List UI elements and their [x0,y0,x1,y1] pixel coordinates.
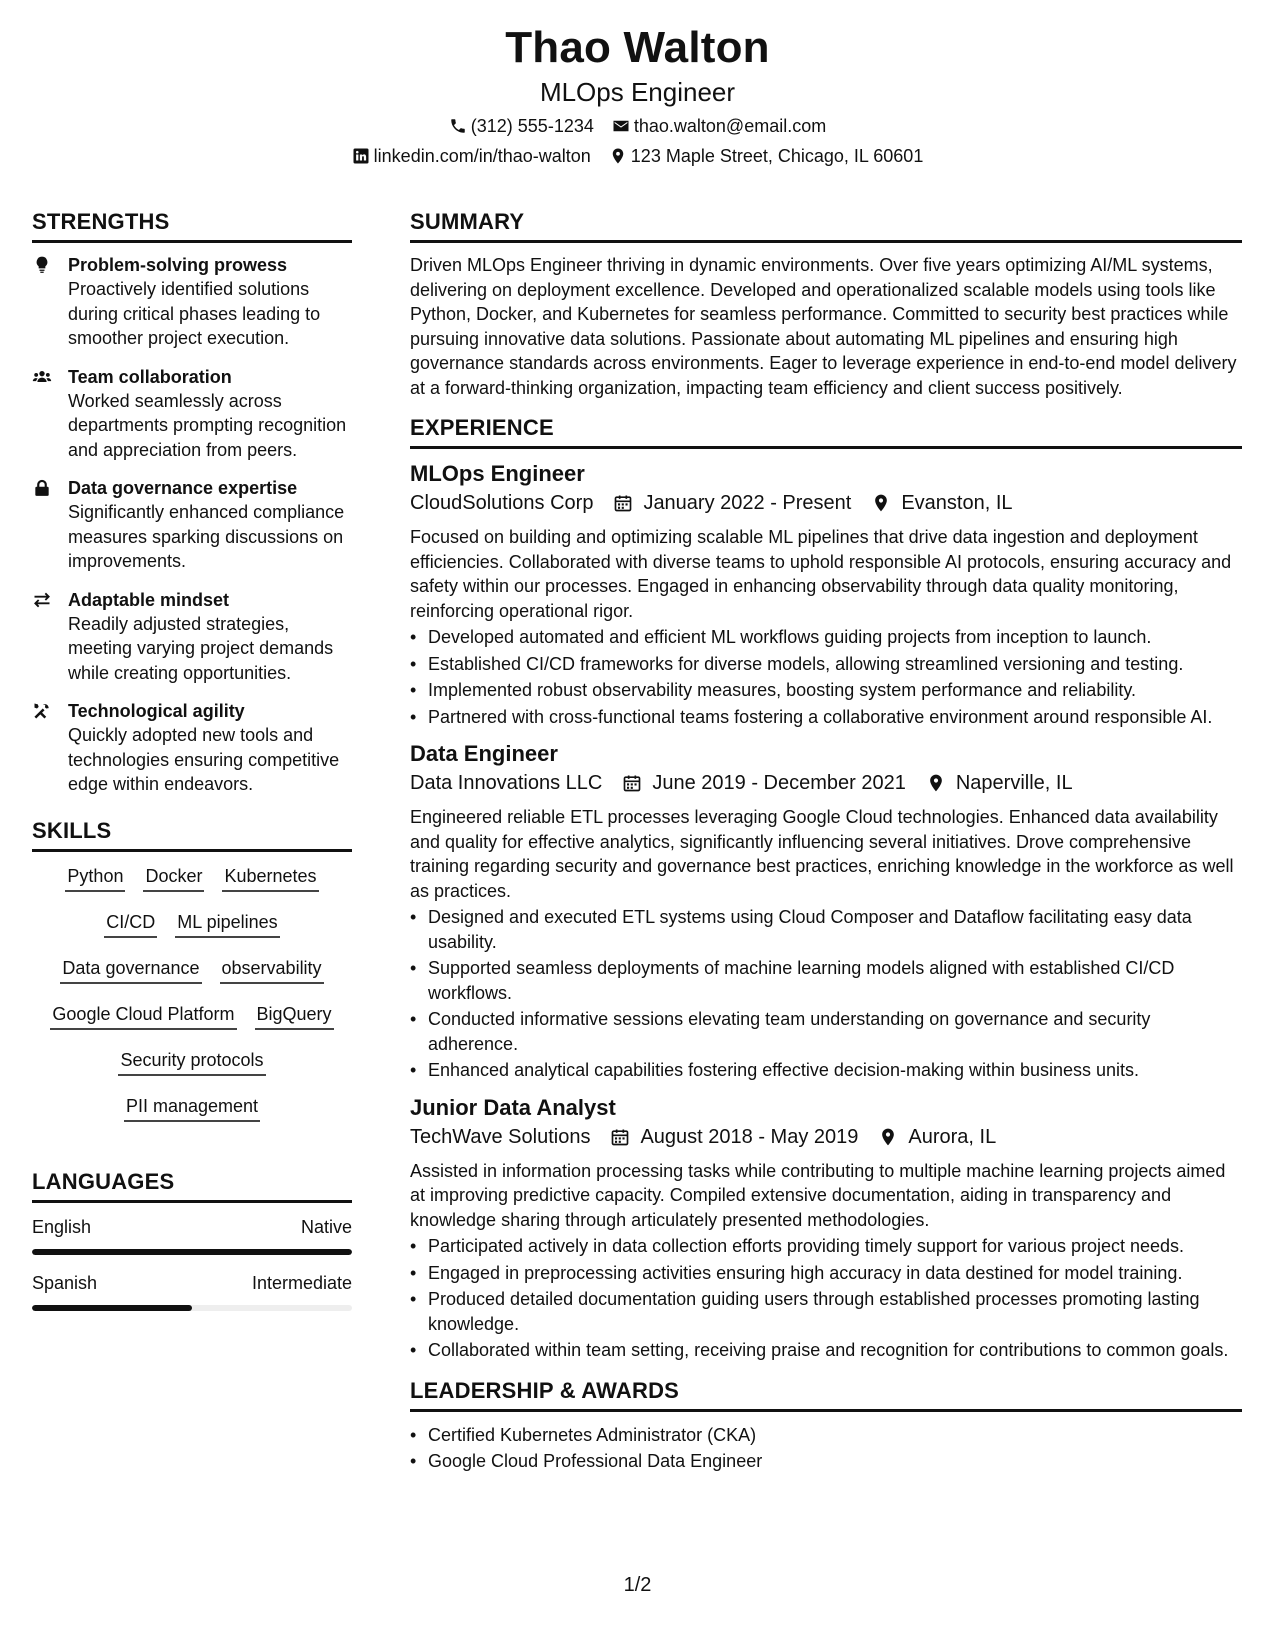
address-text: 123 Maple Street, Chicago, IL 60601 [630,146,924,166]
skill-tag: Data governance [60,956,201,984]
job-description: Assisted in information processing tasks while contributing to multiple machine learning projects aimed at improving predictive capacity. Compiled extensive documentation, aiding in transparency and knowledge sharing through articulately presented methodologies. [410,1160,1226,1230]
phone-icon [449,117,467,135]
linkedin-icon [352,147,370,165]
job-bullet: • Developed automated and efficient ML workflows guiding projects from inception to launch. [410,625,1242,650]
job-entry [410,739,1242,1083]
job-bullet: • Supported seamless deployments of machine learning models aligned with established CI/CD workflows. [410,956,1242,1005]
language-level: Native [300,1216,352,1237]
job-bullet: • Conducted informative sessions elevating team understanding on governance and security adherence. [410,1007,1242,1056]
job-dates: June 2019 - December 2021 [652,772,906,794]
strength-desc: Proactively identified solutions during critical phases leading to smoother project execution. [68,279,321,348]
page-number: 1/2 [623,1574,652,1596]
strength-desc: Readily adjusted strategies, meeting varying project demands while creating opportunities. [68,613,334,683]
skill-tag: Docker [143,864,204,892]
job-bullet: • Engaged in preprocessing activities ensuring high accuracy in data destined for model training. [410,1261,1242,1286]
people-icon [32,367,52,387]
left-column [32,208,352,1327]
awards-title: LEADERSHIP & AWARDS [410,1377,1242,1412]
job-bullets [410,625,1242,729]
strength-title: Adaptable mindset [68,589,230,610]
job-entry [410,459,1242,729]
strength-title: Data governance expertise [68,478,298,498]
skill-tag: CI/CD [104,910,157,938]
strength-desc: Worked seamlessly across departments prompting recognition and appreciation from peers. [68,390,347,460]
summary-text: Driven MLOps Engineer thriving in dynamic environments. Over five years optimizing AI/ML systems, delivering on deployment excellence. Developed and operationalized scalable models using tools like Python, Docker, and Kubernetes for seamless performance. Committed to security best practices while pursuing innovative data solutions. Passionate about automating ML pipelines and ensuring high governance standards across environments. Eager to leverage experience in end-to-end model delivery at a forward-thinking organization, impacting team efficiency and client success positively. [410,255,1237,398]
language-row [32,1215,352,1239]
strength-item [32,476,352,574]
award-item: • Certified Kubernetes Administrator (CKA) [410,1422,1242,1448]
strength-item [32,588,352,686]
resume-header [0,22,1275,168]
linkedin-text[interactable]: linkedin.com/in/thao-walton [373,146,591,166]
language-bar [32,1305,352,1311]
skill-tag: Google Cloud Platform [50,1002,236,1030]
arrows-exchange-icon [32,590,52,610]
job-location: Aurora, IL [908,1125,997,1148]
email-contact[interactable] [612,114,826,138]
lightbulb-icon [32,255,52,275]
job-meta [410,1123,1242,1151]
job-bullet: • Designed and executed ETL systems using Cloud Composer and Dataflow facilitating easy data usability. [410,905,1242,954]
candidate-name: Thao Walton [505,23,770,72]
job-dates: August 2018 - May 2019 [640,1125,859,1148]
language-bar [32,1249,352,1255]
job-dates: January 2022 - Present [643,492,852,514]
summary-title: SUMMARY [410,208,1242,243]
experience-title: EXPERIENCE [410,414,1242,449]
awards-list [410,1422,1242,1474]
right-column [410,208,1242,1474]
tools-icon [32,701,52,721]
languages-list [32,1215,352,1311]
job-company: TechWave Solutions [410,1125,591,1148]
job-meta [410,769,1242,797]
lock-icon [32,478,52,498]
language-name: English [32,1216,92,1237]
phone-contact [449,114,594,138]
language-bar-fill [32,1305,192,1311]
language-row [32,1271,352,1295]
contact-row-1 [0,114,1275,138]
skills-title: SKILLS [32,817,352,852]
strengths-title: STRENGTHS [32,208,352,243]
job-company: CloudSolutions Corp [410,492,594,514]
contact-row-2 [0,144,1275,168]
award-item: • Google Cloud Professional Data Engineer [410,1448,1242,1474]
job-bullet: • Produced detailed documentation guiding users through established processes promoting lasting knowledge. [410,1287,1242,1336]
linkedin-contact[interactable] [352,144,591,168]
job-description: Focused on building and optimizing scalable ML pipelines that drive data ingestion and deployment efficiencies. Collaborated with diverse teams to uphold responsible AI protocols, ensuring accuracy and safety within our processes. Engaged in enhancing observability through data quality monitoring, reinforcing operational rigor. [410,527,1232,621]
skill-tag: Python [65,864,125,892]
job-title: MLOps Engineer [410,461,585,486]
phone-text: (312) 555-1234 [470,116,594,136]
job-bullet: • Participated actively in data collection efforts providing timely support for various project needs. [410,1234,1242,1259]
address-contact [609,144,924,168]
email-text[interactable]: thao.walton@email.com [633,116,827,136]
job-meta [410,489,1242,517]
map-pin-icon [871,493,891,513]
skill-tag: Security protocols [118,1048,265,1076]
map-pin-icon [926,773,946,793]
job-bullet: • Established CI/CD frameworks for diverse models, allowing streamlined versioning and testing. [410,652,1242,677]
strength-item [32,699,352,797]
skill-row [60,956,323,984]
language-name: Spanish [32,1272,98,1293]
job-description: Engineered reliable ETL processes leveraging Google Cloud technologies. Enhanced data availability and quality for effective analytics, significantly influencing several initiatives. Drove comprehensive training regarding security and governance best practices, enriching knowledge in the workforce as well as practices. [410,807,1234,901]
skill-row [65,864,318,892]
language-bar-fill [32,1249,352,1255]
envelope-icon [612,117,630,135]
map-pin-icon [878,1127,898,1147]
job-bullet: • Collaborated within team setting, receiving praise and recognition for contributions to common goals. [410,1338,1242,1363]
skill-tag: observability [220,956,324,984]
job-bullet: • Enhanced analytical capabilities fostering effective decision-making within business units. [410,1058,1242,1083]
skill-row [118,1048,265,1076]
skill-row [50,1002,333,1030]
language-level: Intermediate [251,1272,352,1293]
job-location: Evanston, IL [901,492,1013,514]
skill-tag: Kubernetes [222,864,318,892]
map-pin-icon [609,147,627,165]
calendar-icon [622,773,642,793]
skill-row [104,910,279,938]
skill-row [124,1094,260,1122]
strength-item [32,365,352,463]
calendar-icon [610,1127,630,1147]
job-bullets [410,905,1242,1083]
strength-title: Team collaboration [68,366,232,387]
calendar-icon [613,493,633,513]
strength-desc: Significantly enhanced compliance measures sparking discussions on improvements. [68,502,345,571]
job-bullets [410,1234,1242,1363]
job-bullet: • Implemented robust observability measures, boosting system performance and reliability. [410,678,1242,703]
job-title: Data Engineer [410,741,558,766]
job-location: Naperville, IL [955,772,1073,794]
skill-tag: BigQuery [255,1002,334,1030]
skill-tag: PII management [124,1094,260,1122]
skills-list [32,864,352,1140]
job-company: Data Innovations LLC [410,772,603,794]
job-title: Junior Data Analyst [410,1094,616,1120]
strength-item [32,253,352,351]
strength-desc: Quickly adopted new tools and technologies ensuring competitive edge within endeavors. [68,725,340,794]
skill-tag: ML pipelines [175,910,279,938]
strength-title: Technological agility [68,701,245,721]
strength-title: Problem-solving prowess [68,255,288,275]
candidate-role: MLOps Engineer [539,77,736,107]
job-bullet: • Partnered with cross-functional teams fostering a collaborative environment around responsible AI. [410,705,1242,730]
job-entry [410,1093,1242,1363]
languages-title: LANGUAGES [32,1168,352,1203]
